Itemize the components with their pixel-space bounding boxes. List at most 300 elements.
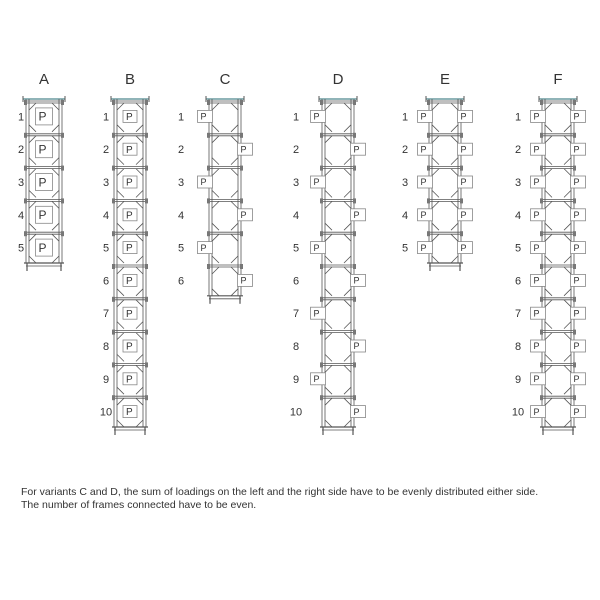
frame-joint: [540, 395, 543, 400]
frame-joint: [112, 330, 115, 335]
frame-joint: [540, 100, 543, 105]
frame-joint: [61, 100, 64, 105]
frame-joint: [320, 362, 323, 367]
row-number: 3: [292, 177, 300, 189]
frame-brace: [451, 125, 458, 132]
row-number: 4: [292, 209, 300, 222]
frame-brace: [564, 333, 571, 340]
frame-joint: [540, 231, 543, 236]
frame-joint: [427, 198, 430, 203]
frame-joint: [353, 362, 356, 367]
row-number: 2: [292, 144, 300, 157]
panel-p-label: P: [420, 210, 427, 221]
frame-brace: [545, 223, 552, 230]
frame-joint: [540, 362, 543, 367]
panel-p-label: P: [573, 111, 580, 122]
frame-brace: [29, 169, 36, 176]
frame-joint: [112, 264, 115, 269]
frame-brace: [231, 169, 238, 176]
frame-brace: [325, 365, 332, 372]
frame-brace: [344, 103, 351, 110]
frame-brace: [117, 169, 124, 176]
panel-p-label: P: [460, 242, 467, 253]
frame-brace: [344, 289, 351, 296]
frame-brace: [136, 354, 143, 361]
panel-p-label: P: [420, 242, 427, 253]
frame-brace: [136, 333, 143, 340]
frame-brace: [564, 267, 571, 274]
frame-brace: [545, 322, 552, 329]
frame-brace: [29, 234, 36, 241]
frame-joint: [540, 297, 543, 302]
frame-brace: [325, 201, 332, 208]
panel-p-label: P: [460, 111, 467, 122]
frame-joint: [207, 166, 210, 171]
frame-brace: [545, 333, 552, 340]
frame-brace: [117, 289, 124, 296]
row-number: 2: [177, 144, 185, 157]
variant-f: [512, 71, 586, 435]
frame-joint: [540, 330, 543, 335]
frame-joint: [573, 166, 576, 171]
frame-brace: [564, 365, 571, 372]
frame-brace: [545, 256, 552, 263]
frame-brace: [117, 158, 124, 165]
frame-joint: [540, 133, 543, 138]
frame-brace: [564, 234, 571, 241]
frame-joint: [573, 362, 576, 367]
frame-brace: [451, 234, 458, 241]
row-number: 9: [292, 373, 300, 386]
frame-joint: [112, 166, 115, 171]
frame-joint: [240, 133, 243, 138]
frame-brace: [325, 136, 332, 143]
row-number: 5: [17, 242, 25, 255]
frame-brace: [52, 158, 59, 165]
frame-brace: [29, 201, 36, 208]
frame-brace: [231, 234, 238, 241]
frame-brace: [432, 234, 439, 241]
frame-brace: [564, 289, 571, 296]
frame-joint: [460, 100, 463, 105]
frame-joint: [24, 100, 27, 105]
frame-brace: [344, 267, 351, 274]
frame-joint: [145, 362, 148, 367]
variant-label: F: [553, 71, 563, 88]
frame-joint: [240, 166, 243, 171]
panel-p-label: P: [420, 111, 427, 122]
frame-joint: [427, 100, 430, 105]
row-number: 1: [102, 111, 110, 124]
frame-brace: [344, 300, 351, 307]
footnote-line-1: For variants C and D, the sum of loadings on the left and the right side have to be evenly distributed either side.: [21, 486, 539, 498]
frame-brace: [325, 267, 332, 274]
frame-joint: [320, 264, 323, 269]
frame-brace: [231, 289, 238, 296]
frame-brace: [212, 289, 219, 296]
panel-p-label: P: [533, 406, 540, 417]
frame-joint: [573, 330, 576, 335]
frame-brace: [432, 201, 439, 208]
frame-brace: [545, 420, 552, 427]
frame-brace: [545, 234, 552, 241]
frame-brace: [117, 267, 124, 274]
frame-joint: [61, 133, 64, 138]
frame-brace: [344, 125, 351, 132]
frame-joint: [427, 133, 430, 138]
frame-brace: [325, 223, 332, 230]
frame-joint: [353, 133, 356, 138]
frame-brace: [564, 169, 571, 176]
frame-brace: [52, 234, 59, 241]
panel-p-label: P: [573, 374, 580, 385]
frame-brace: [432, 103, 439, 110]
row-number: 9: [102, 373, 110, 386]
frame-brace: [451, 158, 458, 165]
frame-brace: [136, 169, 143, 176]
panel-p-label: P: [533, 210, 540, 221]
frame-brace: [117, 234, 124, 241]
frame-brace: [545, 158, 552, 165]
frame-brace: [136, 398, 143, 405]
frame-joint: [145, 100, 148, 105]
row-number: 6: [102, 275, 110, 288]
row-number: 6: [177, 275, 185, 288]
footnote-line-2: The number of frames connected have to be even.: [21, 499, 257, 511]
frame-brace: [231, 190, 238, 197]
frame-joint: [427, 231, 430, 236]
frame-brace: [117, 365, 124, 372]
panel-p-label: P: [126, 112, 133, 123]
frame-brace: [344, 169, 351, 176]
frame-joint: [573, 264, 576, 269]
row-number: 3: [514, 177, 522, 189]
frame-brace: [545, 267, 552, 274]
row-number: 7: [292, 308, 300, 321]
panel-p-label: P: [353, 341, 360, 352]
frame-brace: [231, 223, 238, 230]
row-number: 2: [102, 144, 110, 157]
frame-joint: [61, 231, 64, 236]
frame-joint: [460, 231, 463, 236]
variant-label: E: [439, 71, 451, 88]
frame-brace: [545, 125, 552, 132]
panel-p-label: P: [573, 308, 580, 319]
panel-p-label: P: [533, 144, 540, 155]
frame-brace: [564, 103, 571, 110]
panel-p-label: P: [573, 341, 580, 352]
row-number: 3: [17, 177, 25, 189]
frame-brace: [136, 300, 143, 307]
row-number: 2: [401, 144, 409, 157]
frame-brace: [212, 234, 219, 241]
panel-p-label: P: [38, 142, 47, 157]
frame-brace: [212, 190, 219, 197]
frame-joint: [353, 395, 356, 400]
variant-d: [290, 71, 366, 435]
frame-joint: [353, 297, 356, 302]
frame-joint: [207, 231, 210, 236]
frame-brace: [231, 256, 238, 263]
row-number: 1: [514, 111, 522, 124]
frame-joint: [353, 198, 356, 203]
row-number: 5: [514, 242, 522, 255]
frame-brace: [117, 398, 124, 405]
frame-brace: [136, 234, 143, 241]
variant-a: [18, 71, 65, 271]
frame-joint: [145, 264, 148, 269]
frame-brace: [564, 125, 571, 132]
frame-brace: [117, 103, 124, 110]
frame-joint: [24, 166, 27, 171]
frame-brace: [52, 223, 59, 230]
panel-p-label: P: [126, 177, 133, 189]
frame-brace: [344, 354, 351, 361]
frame-brace: [451, 169, 458, 176]
frame-brace: [136, 322, 143, 329]
panel-p-label: P: [313, 374, 320, 385]
frame-joint: [353, 330, 356, 335]
panel-p-label: P: [353, 210, 360, 221]
frame-joint: [353, 264, 356, 269]
frame-brace: [545, 201, 552, 208]
panel-p-label: P: [240, 275, 247, 286]
frame-brace: [52, 136, 59, 143]
frame-brace: [564, 190, 571, 197]
frame-brace: [564, 300, 571, 307]
row-number: 3: [177, 177, 185, 189]
frame-brace: [212, 201, 219, 208]
panel-p-label: P: [38, 109, 47, 124]
frame-joint: [460, 166, 463, 171]
frame-brace: [136, 289, 143, 296]
row-number: 10: [289, 406, 303, 419]
frame-brace: [117, 125, 124, 132]
panel-p-label: P: [533, 111, 540, 122]
variant-label: B: [124, 71, 136, 88]
panel-p-label: P: [420, 177, 427, 188]
frame-brace: [52, 125, 59, 132]
panel-p-label: P: [353, 406, 360, 417]
frame-brace: [117, 322, 124, 329]
frame-brace: [545, 354, 552, 361]
panel-p-label: P: [126, 243, 133, 255]
frame-brace: [564, 387, 571, 394]
frame-brace: [451, 201, 458, 208]
panel-p-label: P: [353, 275, 360, 286]
variant-c: [178, 71, 253, 304]
frame-brace: [325, 322, 332, 329]
frame-brace: [29, 190, 36, 197]
frame-brace: [344, 387, 351, 394]
frame-brace: [564, 201, 571, 208]
frame-brace: [344, 136, 351, 143]
frame-brace: [136, 190, 143, 197]
frame-joint: [240, 198, 243, 203]
panel-p-label: P: [126, 144, 133, 156]
frame-joint: [573, 198, 576, 203]
panel-p-label: P: [38, 240, 47, 255]
frame-brace: [545, 300, 552, 307]
frame-brace: [231, 201, 238, 208]
frame-joint: [145, 231, 148, 236]
row-number: 4: [102, 209, 110, 222]
panel-p-label: P: [460, 210, 467, 221]
panel-p-label: P: [420, 144, 427, 155]
frame-joint: [112, 133, 115, 138]
row-number: 9: [514, 373, 522, 386]
variant-label: C: [219, 71, 231, 88]
frame-brace: [136, 125, 143, 132]
frame-joint: [540, 166, 543, 171]
frame-brace: [325, 289, 332, 296]
frame-joint: [145, 166, 148, 171]
frame-joint: [353, 100, 356, 105]
frame-brace: [52, 169, 59, 176]
frame-brace: [451, 136, 458, 143]
row-number: 1: [401, 111, 409, 124]
panel-p-label: P: [126, 407, 133, 419]
frame-brace: [212, 256, 219, 263]
frame-joint: [61, 198, 64, 203]
frame-brace: [231, 136, 238, 143]
panel-p-label: P: [573, 177, 580, 188]
frame-brace: [212, 125, 219, 132]
panel-p-label: P: [38, 208, 47, 223]
panel-p-label: P: [353, 144, 360, 155]
variant-e: [402, 71, 473, 271]
frame-joint: [61, 166, 64, 171]
panel-p-label: P: [200, 177, 207, 188]
frame-joint: [24, 133, 27, 138]
panel-p-label: P: [126, 308, 133, 320]
frame-joint: [320, 297, 323, 302]
frame-brace: [325, 190, 332, 197]
frame-joint: [112, 362, 115, 367]
frame-brace: [52, 201, 59, 208]
panel-p-label: P: [200, 242, 207, 253]
frame-brace: [117, 333, 124, 340]
frame-brace: [545, 169, 552, 176]
frame-brace: [451, 190, 458, 197]
frame-joint: [353, 166, 356, 171]
row-number: 4: [177, 209, 185, 222]
row-number: 10: [99, 406, 113, 419]
frame-joint: [207, 198, 210, 203]
row-number: 7: [102, 308, 110, 321]
frame-brace: [564, 420, 571, 427]
row-number: 5: [177, 242, 185, 255]
frame-brace: [117, 387, 124, 394]
frame-joint: [145, 330, 148, 335]
frame-brace: [136, 103, 143, 110]
frame-brace: [564, 354, 571, 361]
frame-brace: [29, 136, 36, 143]
frame-brace: [325, 333, 332, 340]
frame-brace: [52, 190, 59, 197]
frame-joint: [353, 231, 356, 236]
frame-brace: [325, 387, 332, 394]
panel-p-label: P: [573, 406, 580, 417]
frame-brace: [344, 201, 351, 208]
frame-brace: [117, 354, 124, 361]
frame-brace: [136, 387, 143, 394]
frame-joint: [112, 198, 115, 203]
frame-brace: [136, 365, 143, 372]
frame-joint: [145, 395, 148, 400]
frame-brace: [432, 125, 439, 132]
frame-joint: [320, 231, 323, 236]
frame-brace: [212, 223, 219, 230]
frame-brace: [325, 354, 332, 361]
frame-brace: [117, 201, 124, 208]
panel-p-label: P: [573, 242, 580, 253]
panel-p-label: P: [126, 210, 133, 222]
panel-p-label: P: [533, 177, 540, 188]
frame-brace: [432, 158, 439, 165]
frame-joint: [112, 395, 115, 400]
panel-p-label: P: [126, 341, 133, 353]
frame-joint: [320, 166, 323, 171]
variant-b: [100, 71, 149, 435]
frame-brace: [451, 223, 458, 230]
frame-brace: [117, 190, 124, 197]
row-number: 8: [514, 341, 522, 353]
frame-brace: [564, 322, 571, 329]
frame-brace: [344, 158, 351, 165]
row-number: 4: [514, 209, 522, 222]
frame-brace: [231, 267, 238, 274]
frame-joint: [24, 231, 27, 236]
frame-brace: [564, 223, 571, 230]
row-number: 3: [401, 177, 409, 189]
row-number: 8: [292, 341, 300, 353]
panel-p-label: P: [460, 144, 467, 155]
row-number: 6: [514, 275, 522, 288]
frame-joint: [112, 297, 115, 302]
frame-brace: [117, 300, 124, 307]
frame-joint: [460, 133, 463, 138]
frame-joint: [145, 133, 148, 138]
frame-joint: [207, 133, 210, 138]
panel-p-label: P: [460, 177, 467, 188]
frame-brace: [432, 256, 439, 263]
frame-joint: [573, 133, 576, 138]
frame-brace: [136, 136, 143, 143]
footnote: [21, 486, 591, 512]
frame-joint: [427, 166, 430, 171]
frame-joint: [320, 198, 323, 203]
panel-p-label: P: [313, 111, 320, 122]
variant-label: A: [38, 71, 50, 88]
frame-brace: [344, 234, 351, 241]
frame-brace: [545, 136, 552, 143]
panel-p-label: P: [573, 210, 580, 221]
frame-brace: [344, 420, 351, 427]
row-number: 7: [514, 308, 522, 321]
frame-brace: [545, 190, 552, 197]
panel-p-label: P: [533, 242, 540, 253]
frame-brace: [52, 103, 59, 110]
frame-brace: [344, 365, 351, 372]
frame-brace: [117, 136, 124, 143]
row-number: 3: [102, 177, 110, 189]
row-number: 2: [514, 144, 522, 157]
frame-joint: [320, 133, 323, 138]
frame-brace: [344, 223, 351, 230]
frame-brace: [344, 333, 351, 340]
frame-brace: [231, 125, 238, 132]
